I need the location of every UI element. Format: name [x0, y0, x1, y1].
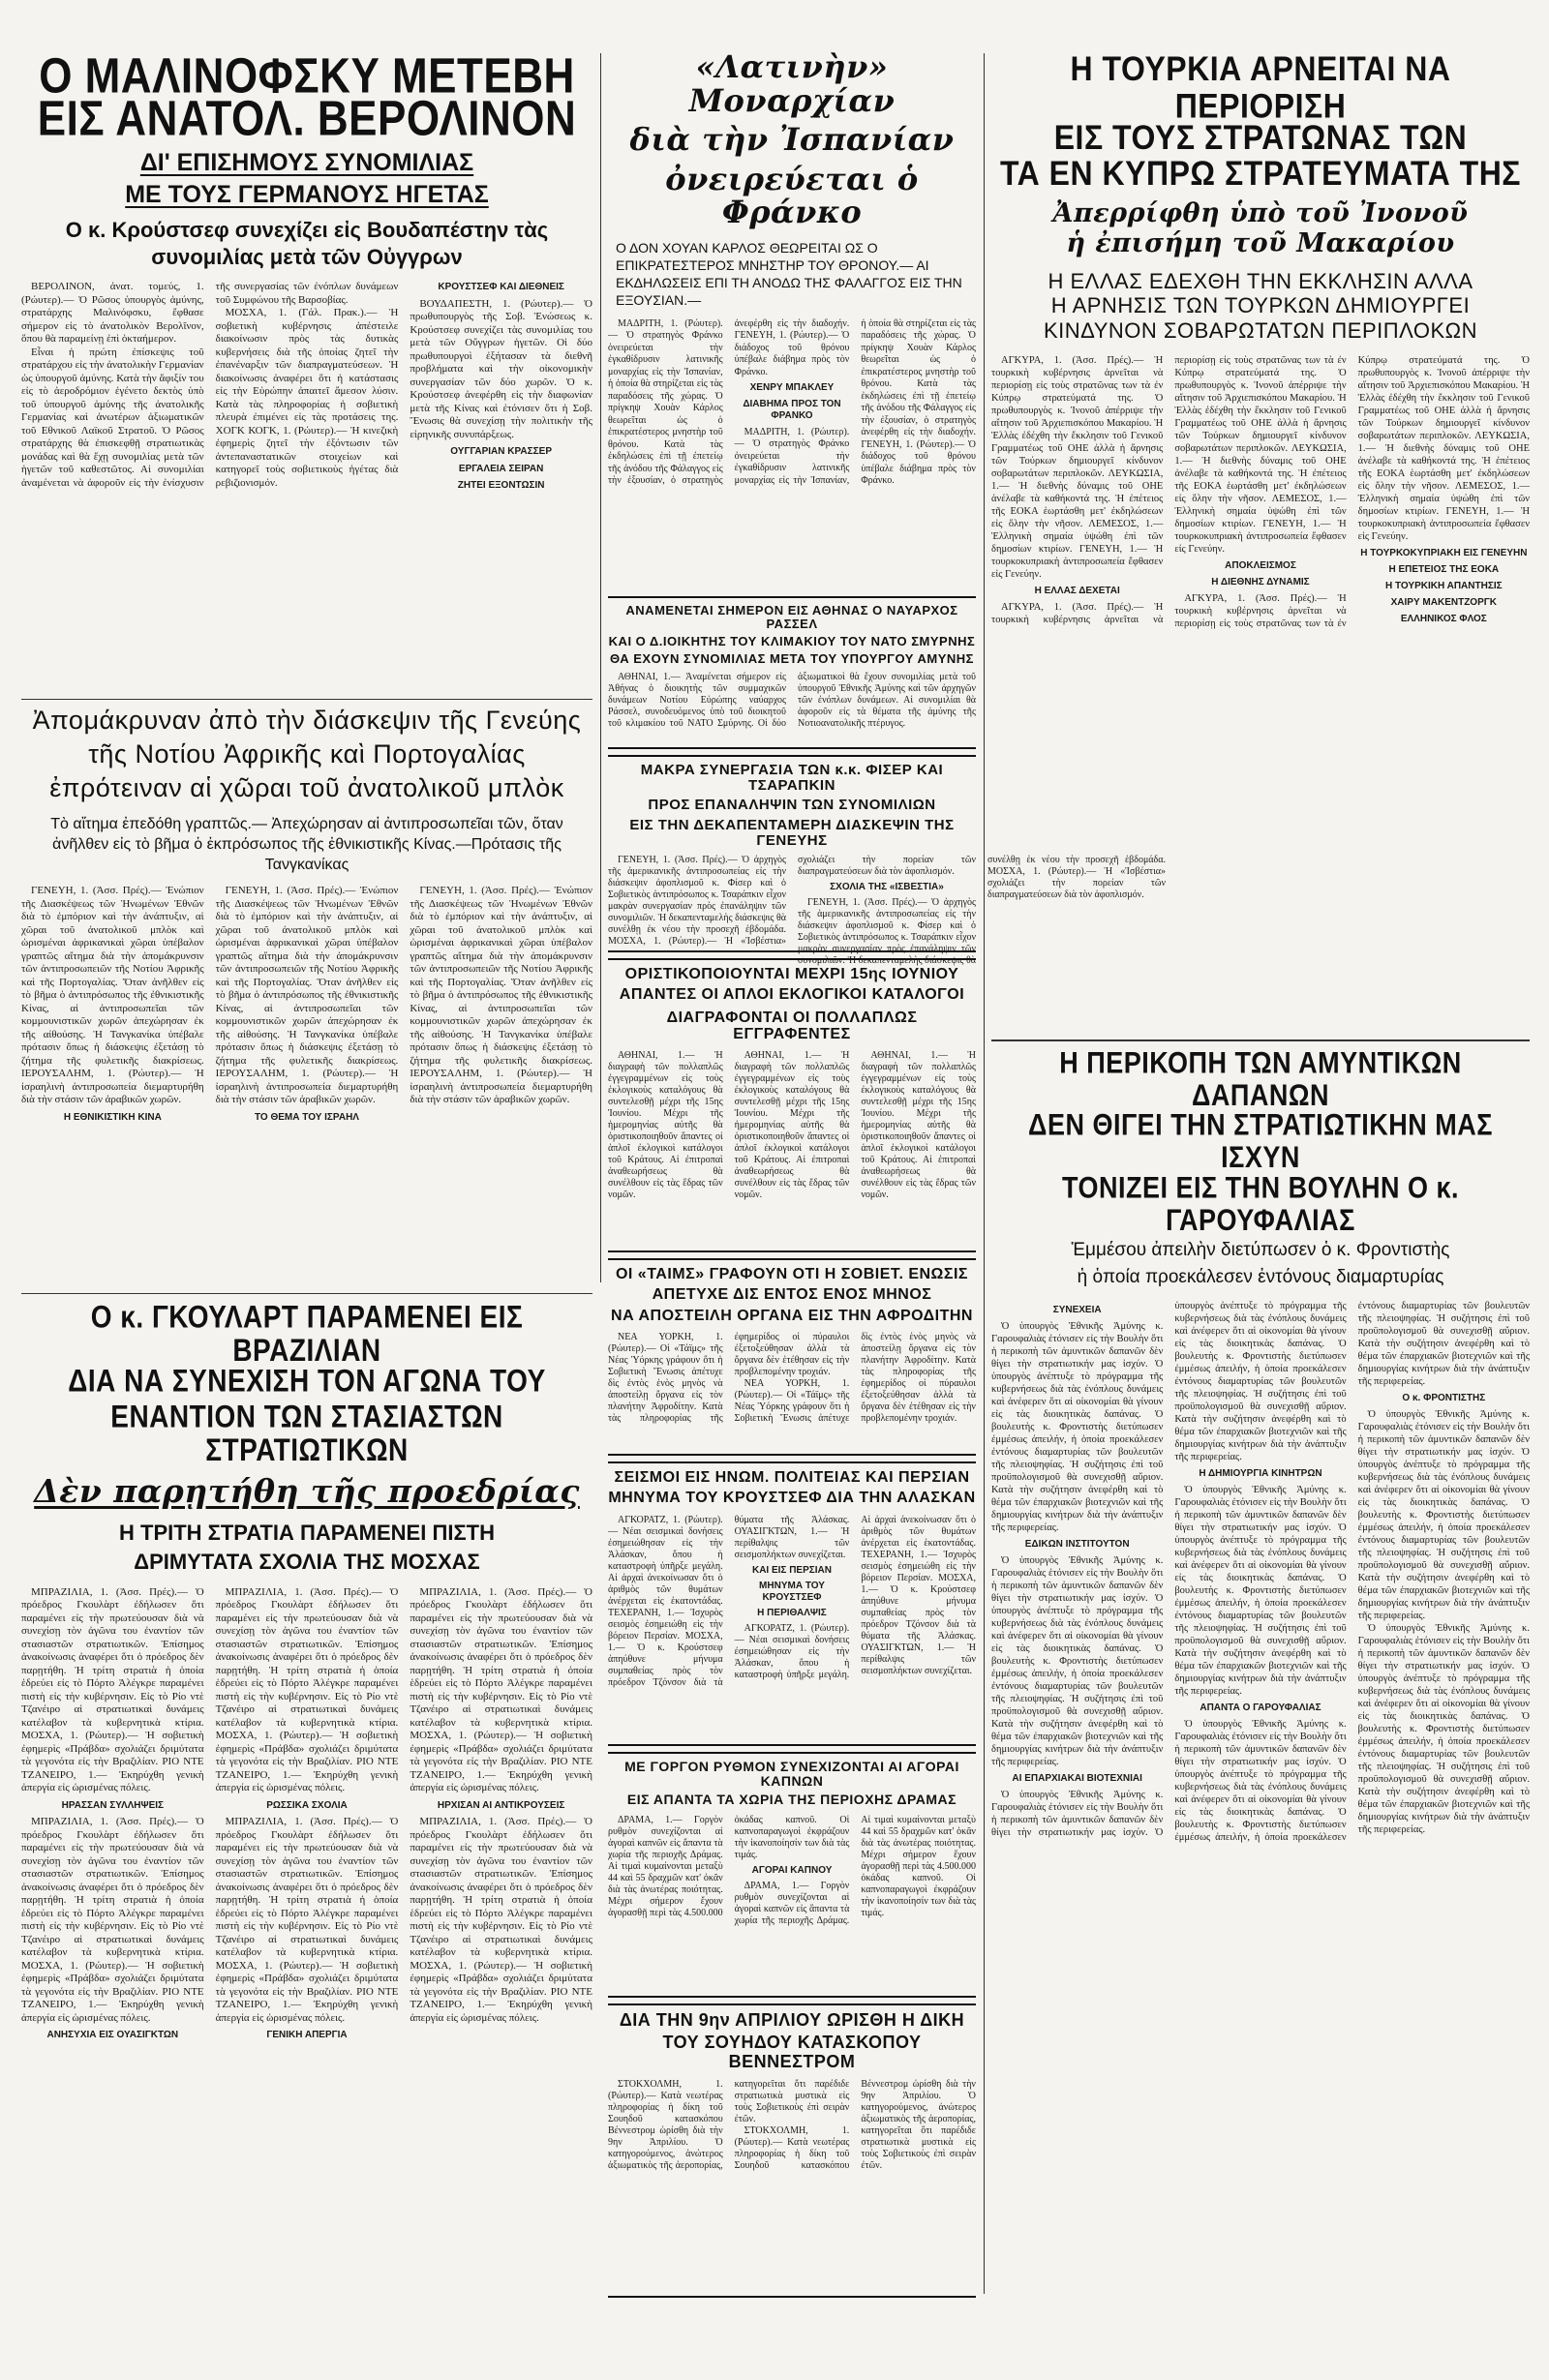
subhead: Η ΤΟΥΡΚΟΚΥΠΡΙΑΚΗ ΕΙΣ ΓΕΝΕΥΗΝ — [1360, 547, 1528, 558]
subhead: Η ΤΟΥΡΚΙΚΗ ΑΠΑΝΤΗΣΙΣ — [1385, 580, 1503, 591]
headline: ΠΡΟΣ ΕΠΑΝΑΛΗΨΙΝ ΤΩΝ ΣΥΝΟΜΙΛΙΩΝ — [648, 797, 936, 814]
subhead: ΣΧΟΛΙΑ ΤΗΣ «ΙΣΒΕΣΤΙΑ» — [830, 881, 944, 892]
headline: ΔΙΑ ΤΗΝ 9ην ΑΠΡΙΛΙΟΥ ΩΡΙΣΘΗ Η ΔΙΚΗ — [619, 2010, 965, 2030]
dateline: ΒΕΡΟΛΙΝΟΝ, ἀνατ. τομεύς, 1. (Ρώυτερ).— Ὁ Ρῶσος ὑπουργὸς ἀμύνης, στρατάρχης Μαλινόφσκυ, ἔφθασε σήμερον εἰς τὸ ἀνατολικὸν Βερολῖνον, ὅπου θὰ παραμείνῃ ἐπὶ ὀκταήμερον. — [21, 281, 204, 345]
paragraph: ΣΤΟΚΧΟΛΜΗ, 1. (Ρώυτερ).— Κατὰ νεωτέρας πληροφορίας ἡ δίκη τοῦ Σουηδοῦ κατασκόπου Βέννεστρομ ὡρίσθη διὰ τὴν 9ην Ἀπριλίου. Ὁ κατηγορούμενος, ἀνώτερος ἀξιωματικὸς τῆς ἀεροπορίας, κατηγορεῖται ὅτι παρέδιδε στρατιωτικὰ μυστικὰ εἰς τοὺς Σοβιετικοὺς ἐπὶ σειρὰν ἐτῶν. — [734, 2079, 976, 2172]
paragraph: ΓΕΝΕΥΗ, 1. (Ἀσσ. Πρές).— Ἐνώπιον τῆς Διασκέψεως τῶν Ἡνωμένων Ἐθνῶν διὰ τὸ ἐμπόριον καὶ τὴν ἀνάπτυξιν, αἱ χῶραι τοῦ ἀνατολικοῦ μπλὸκ καὶ ὡρισμέναι ἀφρικανικαὶ χῶραι ὑπέβαλον γραπτῶς αἴτημα διὰ τὴν ἀπομάκρυνσιν τῶν ἀντιπροσωπειῶν τῆς Νοτίου Ἀφρικῆς καὶ τῆς Πορτογαλίας. Ὅταν ἀνῆλθεν εἰς τὸ βῆμα ὁ ἀντιπρόσωπος τῆς ἐθνικιστικῆς Κίνας, αἱ ἀντιπροσωπεῖαι τῶν κομμουνιστικῶν χωρῶν ἀπεχώρησαν ἐκ τῆς αἰθούσης. Ἡ Τανγκανίκα ὑπέβαλε πρότασιν ὅπως ἡ διάσκεψις ἐξετάσῃ τὸ ζήτημα τῆς φυλετικῆς διακρίσεως. ΙΕΡΟΥΣΑΛΗΜ, 1. (Ρώυτερ).— Ἡ ἰσραηλινὴ ἀντιπροσωπεία διεμαρτυρήθη διὰ τὴν στάσιν τῶν ἀραβικῶν χωρῶν. — [21, 885, 204, 1106]
article-body — [608, 1515, 976, 1728]
paragraph: ΑΓΚΟΡΑΤΖ, 1. (Ρώυτερ).— Νέαι σεισμικαὶ δονήσεις ἐσημειώθησαν εἰς τὴν Ἀλάσκαν, ὅπου ἡ καταστροφὴ ὑπῆρξε μεγάλη. Αἱ ἀρχαὶ ἀνεκοίνωσαν ὅτι ὁ ἀριθμὸς τῶν θυμάτων ἀνέρχεται εἰς ἑκατοντάδας. ΤΕΧΕΡΑΝΗ, 1.— Ἰσχυρὸς σεισμὸς ἐσημειώθη εἰς τὴν βόρειον Περσίαν. ΜΟΣΧΑ, 1.— Ὁ κ. Κρούστσεφ ἀπηύθυνε μήνυμα συμπαθείας πρὸς τὸν πρόεδρον Τζόνσον διὰ τὰ θύματα τῆς Ἀλάσκας. ΟΥΑΣΙΓΚΤΩΝ, 1.— Ἡ περίθαλψις τῶν σεισμοπλήκτων συνεχίζεται. — [734, 1514, 976, 1680]
deck: ἡ ἐπισήμη τοῦ Μακαρίου — [1066, 228, 1455, 259]
headline: Η ΤΟΥΡΚΙΑ ΑΡΝΕΙΤΑΙ ΝΑ ΠΕΡΙΟΡΙΣΗ — [1070, 48, 1451, 125]
subhead: Η ΔΙΕΘΝΗΣ ΔΥΝΑΜΙΣ — [1211, 576, 1310, 587]
deck: ΚΙΝΔΥΝΟΝ ΣΟΒΑΡΩΤΑΤΩΝ ΠΕΡΙΠΛΟΚΩΝ — [1043, 318, 1477, 343]
article-tobacco — [608, 1752, 976, 1998]
paragraph: ΝΕΑ ΥΟΡΚΗ, 1. (Ρώυτερ).— Οἱ «Τάϊμς» τῆς Νέας Ὑόρκης γράφουν ὅτι ἡ Σοβιετικὴ Ἕνωσις ἀπέτυχε δὶς ἐντὸς ἑνὸς μηνὸς νὰ ἀποστείλῃ ὄργανα εἰς τὸν πλανήτην Ἀφροδίτην. Κατὰ τὰς πληροφορίας τῆς ἐφημερίδος οἱ πύραυλοι ἐξετοξεύθησαν ἀλλὰ τὰ ὄργανα δὲν ἐτέθησαν εἰς τὴν προβλεπομένην τροχιάν. — [734, 1331, 976, 1424]
headline: ΕΙΣ ΤΗΝ ΔΕΚΑΠΕΝΤΑΜΕΡΗ ΔΙΑΣΚΕΨΙΝ ΤΗΣ ΓΕΝΕΥΗΣ — [629, 816, 955, 849]
subhead: Ο κ. ΦΡΟΝΤΙΣΤΗΣ — [1402, 1392, 1486, 1403]
article-body — [21, 281, 592, 726]
subhead: Η ΔΗΜΙΟΥΡΓΙΑ ΚΙΝΗΤΡΩΝ — [1199, 1467, 1322, 1479]
deck: Η ΑΡΝΗΣΙΣ ΤΩΝ ΤΟΥΡΚΩΝ ΔΗΜΙΟΥΡΓΕΙ — [1050, 293, 1471, 318]
article-body — [21, 1586, 592, 2380]
deck: ΜΕ ΤΟΥΣ ΓΕΡΜΑΝΟΥΣ ΗΓΕΤΑΣ — [125, 181, 489, 208]
paragraph: Ὁ ὑπουργὸς Ἐθνικῆς Ἀμύνης κ. Γαρουφαλιὰς ἐτόνισεν εἰς τὴν Βουλὴν ὅτι ἡ περικοπὴ τῶν ἀμυντικῶν δαπανῶν δὲν θίγει τὴν στρατιωτικήν μας ἰσχύν. Ὁ ὑπουργὸς ἀνέπτυξε τὸ πρόγραμμα τῆς κυβερνήσεως διὰ τὰς ἐνόπλους δυνάμεις καὶ ἀνέφερεν ὅτι αἱ οἰκονομίαι θὰ γίνουν εἰς τὰς διοικητικὰς δαπάνας. Ὁ βουλευτὴς κ. Φροντιστὴς διετύπωσεν ἐμμέσως ἀπειλήν, ἡ ὁποία προεκάλεσεν ἐντόνους διαμαρτυρίας τῶν βουλευτῶν τῆς πλειοψηφίας. Ἡ συζήτησις ἐπὶ τοῦ προϋπολογισμοῦ θὰ συνεχισθῇ αὔριον. Κατὰ τὴν συζήτησιν ἀνεφέρθη καὶ τὸ θέμα τῶν ἐπαρχιακῶν βιοτεχνιῶν καὶ τῆς δημιουργίας κινήτρων διὰ τὴν ἀνάπτυξιν τῆς περιφερείας. — [991, 1320, 1164, 1533]
paragraph: Ὁ ὑπουργὸς Ἐθνικῆς Ἀμύνης κ. Γαρουφαλιὰς ἐτόνισεν εἰς τὴν Βουλὴν ὅτι ἡ περικοπὴ τῶν ἀμυντικῶν δαπανῶν δὲν θίγει τὴν στρατιωτικήν μας ἰσχύν. Ὁ ὑπουργὸς ἀνέπτυξε τὸ πρόγραμμα τῆς κυβερνήσεως διὰ τὰς ἐνόπλους δυνάμεις καὶ ἀνέφερεν ὅτι αἱ οἰκονομίαι θὰ γίνουν εἰς τὰς διοικητικὰς δαπάνας. Ὁ βουλευτὴς κ. Φροντιστὴς διετύπωσεν ἐμμέσως ἀπειλήν, ἡ ὁποία προεκάλεσεν ἐντόνους διαμαρτυρίας τῶν βουλευτῶν τῆς πλειοψηφίας. Ἡ συζήτησις ἐπὶ τοῦ προϋπολογισμοῦ θὰ συνεχισθῇ αὔριον. Κατὰ τὴν συζήτησιν ἀνεφέρθη καὶ τὸ θέμα τῶν ἐπαρχιακῶν βιοτεχνιῶν καὶ τῆς δημιουργίας κινήτρων διὰ τὴν ἀνάπτυξιν τῆς περιφερείας. — [991, 1554, 1164, 1767]
paragraph: ΓΕΝΕΥΗ, 1. (Ἀσσ. Πρές).— Ἐνώπιον τῆς Διασκέψεως τῶν Ἡνωμένων Ἐθνῶν διὰ τὸ ἐμπόριον καὶ τὴν ἀνάπτυξιν, αἱ χῶραι τοῦ ἀνατολικοῦ μπλὸκ καὶ ὡρισμέναι ἀφρικανικαὶ χῶραι ὑπέβαλον γραπτῶς αἴτημα διὰ τὴν ἀπομάκρυνσιν τῶν ἀντιπροσωπειῶν τῆς Νοτίου Ἀφρικῆς καὶ τῆς Πορτογαλίας. Ὅταν ἀνῆλθεν εἰς τὸ βῆμα ὁ ἀντιπρόσωπος τῆς ἐθνικιστικῆς Κίνας, αἱ ἀντιπροσωπεῖαι τῶν κομμουνιστικῶν χωρῶν ἀπεχώρησαν ἐκ τῆς αἰθούσης. Ἡ Τανγκανίκα ὑπέβαλε πρότασιν ὅπως ἡ διάσκεψις ἐξετάσῃ τὸ ζήτημα τῆς φυλετικῆς διακρίσεως. ΙΕΡΟΥΣΑΛΗΜ, 1. (Ρώυτερ).— Ἡ ἰσραηλινὴ ἀντιπροσωπεία διεμαρτυρήθη διὰ τὴν στάσιν τῶν ἀραβικῶν χωρῶν. — [215, 885, 399, 1106]
headline: ΜΑΚΡΑ ΣΥΝΕΡΓΑΣΙΑ ΤΩΝ κ.κ. ΦΙΣΕΡ ΚΑΙ ΤΣΑΡΑΠΚΙΝ — [640, 762, 944, 795]
headline: ΤΟΥ ΣΟΥΗΔΟΥ ΚΑΤΑΣΚΟΠΟΥ ΒΕΝΝΕΣΤΡΟΜ — [662, 2033, 922, 2071]
paragraph: ΑΓΚΥΡΑ, 1. (Ἀσσ. Πρές).— Ἡ τουρκικὴ κυβέρνησις ἀρνεῖται νὰ περιορίσῃ εἰς τοὺς στρατῶνας των τὰ ἐν Κύπρῳ στρατεύματά της. Ὁ πρωθυπουργὸς κ. Ἰνονοῦ ἀπέρριψε τὴν αἴτησιν τοῦ Ἀρχιεπισκόπου Μακαρίου. Ἡ Ἑλλὰς ἐδέχθη τὴν ἔκκλησιν τοῦ Γενικοῦ Γραμματέως τοῦ ΟΗΕ ἀλλὰ ἡ ἄρνησις τῶν Τούρκων δημιουργεῖ κίνδυνον σοβαρωτάτων περιπλοκῶν. ΛΕΥΚΩΣΙΑ, 1.— Ἡ διεθνὴς δύναμις τοῦ ΟΗΕ ἀνέλαβε τὰ καθήκοντά της. Ἡ ἐπέτειος τῆς ΕΟΚΑ ἑωρτάσθη μετ' ἐκδηλώσεων εἰς ὅλην τὴν νῆσον. ΛΕΜΕΣΟΣ, 1.— Ἑλληνικὴ σημαία ὑψώθη ἐπὶ τῶν δημοσίων κτιρίων. ΓΕΝΕΥΗ, 1.— Ἡ τουρκοκυπριακὴ ἀντιπροσωπεία ἔφθασεν εἰς Γενεύην. — [991, 354, 1347, 625]
paragraph: ΜΠΡΑΖΙΛΙΑ, 1. (Ἀσσ. Πρές).— Ὁ πρόεδρος Γκουλὰρτ ἐδήλωσεν ὅτι παραμένει εἰς τὴν πρωτεύουσαν διὰ νὰ συνεχίσῃ τὸν ἀγῶνα του ἐναντίον τῶν στασιαστῶν στρατιωτικῶν. Ἐπίσημος ἀνακοίνωσις ἀναφέρει ὅτι ὁ πρόεδρος δὲν παρῃτήθη. Ἡ τρίτη στρατιὰ ἡ ὁποία ἑδρεύει εἰς τὸ Πόρτο Ἀλέγκρε παραμένει πιστὴ εἰς τὴν κυβέρνησιν. Εἰς τὸ Ρίο ντὲ Τζανέιρο αἱ στρατιωτικαὶ δυνάμεις κατέλαβον τὰ κυβερνητικὰ κτίρια. ΜΟΣΧΑ, 1. (Ρώυτερ).— Ἡ σοβιετικὴ ἐφημερὶς «Πράβδα» σχολιάζει δριμύτατα τὰ γεγονότα εἰς τὴν Βραζιλίαν. ΡΙΟ ΝΤΕ ΤΖΑΝΕΙΡΟ, 1.— Ἐκηρύχθη γενικὴ ἀπεργία εἰς ὡρισμένας πόλεις. — [215, 1816, 399, 2024]
paragraph: ΜΠΡΑΖΙΛΙΑ, 1. (Ἀσσ. Πρές).— Ὁ πρόεδρος Γκουλὰρτ ἐδήλωσεν ὅτι παραμένει εἰς τὴν πρωτεύουσαν διὰ νὰ συνεχίσῃ τὸν ἀγῶνα του ἐναντίον τῶν στασιαστῶν στρατιωτικῶν. Ἐπίσημος ἀνακοίνωσις ἀναφέρει ὅτι ὁ πρόεδρος δὲν παρῃτήθη. Ἡ τρίτη στρατιὰ ἡ ὁποία ἑδρεύει εἰς τὸ Πόρτο Ἀλέγκρε παραμένει πιστὴ εἰς τὴν κυβέρνησιν. Εἰς τὸ Ρίο ντὲ Τζανέιρο αἱ στρατιωτικαὶ δυνάμεις κατέλαβον τὰ κυβερνητικὰ κτίρια. ΜΟΣΧΑ, 1. (Ρώυτερ).— Ἡ σοβιετικὴ ἐφημερὶς «Πράβδα» σχολιάζει δριμύτατα τὰ γεγονότα εἰς τὴν Βραζιλίαν. ΡΙΟ ΝΤΕ ΤΖΑΝΕΙΡΟ, 1.— Ἐκηρύχθη γενικὴ ἀπεργία εἰς ὡρισμένας πόλεις. — [21, 1816, 204, 2024]
deck: Τὸ αἴτημα ἐπεδόθη γραπτῶς.— Ἀπεχώρησαν αἱ ἀντιπροσωπεῖαι τῶν, ὅταν ἀνῆλθεν εἰς τὸ βῆμα ὁ ἐκπρόσωπος τῆς ἐθνικιστικῆς Κίνας.—Πρότασις τῆς Τανγκανίκας — [50, 816, 563, 874]
paragraph: ΜΟΣΧΑ, 1. (Γάλ. Πρακ.).— Ἡ σοβιετικὴ κυβέρνησις ἀπέστειλε διακοίνωσιν πρὸς τὰς δυτικὰς κυβερνήσεις διὰ τῆς ὁποίας ζητεῖ τὴν ἐπανέναρξιν τῶν διαπραγματεύσεων. Ἡ διακοίνωσις ἀναφέρει ὅτι ἡ κατάστασις εἰς τὴν Εὐρώπην ἀπαιτεῖ ἄμεσον λύσιν. Κατὰ τὰς πληροφορίας ἡ σοβιετικὴ πλευρὰ ἐπιμένει εἰς τὰς προτάσεις της. ΧΟΓΚ ΚΟΓΚ, 1. (Ρώυτερ).— Ἡ κινεζικὴ ἐφημερὶς ζητεῖ τὴν ἐξόντωσιν τῶν ἀντεπαναστατικῶν στοιχείων καὶ κατηγορεῖ τοὺς σοβιετικοὺς ἡγέτας διὰ ρεβιζιονισμόν. — [215, 307, 399, 489]
headline: ΕΙΣ ΑΝΑΤΟΛ. ΒΕΡΟΛΙΝΟΝ — [37, 91, 577, 147]
article-navarch — [608, 596, 976, 749]
paragraph: ΓΕΝΕΥΗ, 1. (Ἀσσ. Πρές).— Ὁ ἀρχηγὸς τῆς ἀμερικανικῆς ἀντιπροσωπείας εἰς τὴν διάσκεψιν ἀφοπλισμοῦ κ. Φίσερ καὶ ὁ Σοβιετικὸς ἀντιπρόσωπος κ. Τσαράπκιν εἶχον μακρὰν συνεργασίαν πρὸς ἐπανάληψιν τῶν συνομιλιῶν. Ἡ δεκαπενταμελὴς διάσκεψις θὰ συνέλθῃ ἐκ νέου τὴν προσεχῆ ἑβδομάδα. ΜΟΣΧΑ, 1. (Ρώυτερ).— Ἡ «Ἰσβέστια» σχολιάζει τὴν πορείαν τῶν διαπραγματεύσεων διὰ τὸν ἀφοπλισμόν. — [798, 854, 1166, 966]
deck: Ο ΔΟΝ ΧΟΥΑΝ ΚΑΡΛΟΣ ΘΕΩΡΕΙΤΑΙ ΩΣ Ο ΕΠΙΚΡΑΤΕΣΤΕΡΟΣ ΜΝΗΣΤΗΡ ΤΟΥ ΘΡΟΝΟΥ.— ΑΙ ΕΚΔΗΛΩΣΕΙΣ ΕΠΙ ΤΗ ΑΝΟΔΩ ΤΗΣ ΦΑΛΑΓΓΟΣ ΕΙΣ ΤΗΝ ΕΞΟΥΣΙΑΝ.— — [616, 239, 962, 308]
paragraph: ΒΟΥΔΑΠΕΣΤΗ, 1. (Ρώυτερ).— Ὁ πρωθυπουργὸς τῆς Σοβ. Ἑνώσεως κ. Κρούστσεφ συνεχίζει τὰς συνομιλίας του μετὰ τῶν Οὔγγρων ἡγετῶν. Οἱ δύο πρωθυπουργοὶ ἐξήτασαν τὰ διεθνῆ προβλήματα καὶ τὴν οἰκονομικὴν συνεργασίαν τῶν δύο χωρῶν. Ὁ κ. Κρούστσεφ ἀνεφέρθη εἰς τὴν διαφωνίαν μετὰ τῆς Κίνας καὶ ἐτόνισεν ὅτι ἡ Σοβ. Ἕνωσις θὰ συνεχίσῃ τὴν πολιτικὴν τῆς εἰρηνικῆς συνυπάρξεως. — [410, 297, 592, 440]
paragraph: ΝΕΑ ΥΟΡΚΗ, 1. (Ρώυτερ).— Οἱ «Τάϊμς» τῆς Νέας Ὑόρκης γράφουν ὅτι ἡ Σοβιετικὴ Ἕνωσις ἀπέτυχε δὶς ἐντὸς ἑνὸς μηνὸς νὰ ἀποστείλῃ ὄργανα εἰς τὸν πλανήτην Ἀφροδίτην. Κατὰ τὰς πληροφορίας τῆς ἐφημερίδος οἱ πύραυλοι ἐξετοξεύθησαν ἀλλὰ τὰ ὄργανα δὲν ἐτέθησαν εἰς τὴν προβλεπομένην τροχιάν. — [608, 1331, 850, 1424]
headline: «Λατινὴν» Μοναρχίαν — [688, 48, 896, 119]
headline: ὀνειρεύεται ὁ Φράνκο — [665, 160, 919, 231]
byline: ΧΑΙΡΥ ΜΑΚΕΝΤΖΟΡΓΚ — [1390, 596, 1497, 608]
paragraph: ΣΤΟΚΧΟΛΜΗ, 1. (Ρώυτερ).— Κατὰ νεωτέρας πληροφορίας ἡ δίκη τοῦ Σουηδοῦ κατασκόπου Βέννεστρομ ὡρίσθη διὰ τὴν 9ην Ἀπριλίου. Ὁ κατηγορούμενος, ἀνώτερος ἀξιωματικὸς τῆς ἀεροπορίας, κατηγορεῖται ὅτι παρέδιδε στρατιωτικὰ μυστικὰ εἰς τοὺς Σοβιετικοὺς ἐπὶ σειρὰν ἐτῶν. — [608, 2079, 850, 2172]
paragraph: Ὁ ὑπουργὸς Ἐθνικῆς Ἀμύνης κ. Γαρουφαλιὰς ἐτόνισεν εἰς τὴν Βουλὴν ὅτι ἡ περικοπὴ τῶν ἀμυντικῶν δαπανῶν δὲν θίγει τὴν στρατιωτικήν μας ἰσχύν. Ὁ ὑπουργὸς ἀνέπτυξε τὸ πρόγραμμα τῆς κυβερνήσεως διὰ τὰς ἐνόπλους δυνάμεις καὶ ἀνέφερεν ὅτι αἱ οἰκονομίαι θὰ γίνουν εἰς τὰς διοικητικὰς δαπάνας. Ὁ βουλευτὴς κ. Φροντιστὴς διετύπωσεν ἐμμέσως ἀπειλήν, ἡ ὁποία προεκάλεσεν ἐντόνους διαμαρτυρίας τῶν βουλευτῶν τῆς πλειοψηφίας. Ἡ συζήτησις ἐπὶ τοῦ προϋπολογισμοῦ θὰ συνεχισθῇ αὔριον. Κατὰ τὴν συζήτησιν ἀνεφέρθη καὶ τὸ θέμα τῶν ἐπαρχιακῶν βιοτεχνιῶν καὶ τῆς δημιουργίας κινήτρων διὰ τὴν ἀνάπτυξιν τῆς περιφερείας. — [1357, 1622, 1530, 1835]
paragraph: ΜΠΡΑΖΙΛΙΑ, 1. (Ἀσσ. Πρές).— Ὁ πρόεδρος Γκουλὰρτ ἐδήλωσεν ὅτι παραμένει εἰς τὴν πρωτεύουσαν διὰ νὰ συνεχίσῃ τὸν ἀγῶνα του ἐναντίον τῶν στασιαστῶν στρατιωτικῶν. Ἐπίσημος ἀνακοίνωσις ἀναφέρει ὅτι ὁ πρόεδρος δὲν παρῃτήθη. Ἡ τρίτη στρατιὰ ἡ ὁποία ἑδρεύει εἰς τὸ Πόρτο Ἀλέγκρε παραμένει πιστὴ εἰς τὴν κυβέρνησιν. Εἰς τὸ Ρίο ντὲ Τζανέιρο αἱ στρατιωτικαὶ δυνάμεις κατέλαβον τὰ κυβερνητικὰ κτίρια. ΜΟΣΧΑ, 1. (Ρώυτερ).— Ἡ σοβιετικὴ ἐφημερὶς «Πράβδα» σχολιάζει δριμύτατα τὰ γεγονότα εἰς τὴν Βραζιλίαν. ΡΙΟ ΝΤΕ ΤΖΑΝΕΙΡΟ, 1.— Ἐκηρύχθη γενικὴ ἀπεργία εἰς ὡρισμένας πόλεις. — [410, 1585, 592, 1794]
article-body — [608, 672, 976, 749]
headline: ΚΑΙ Ο Δ.ΙΟΙΚΗΤΗΣ ΤΟΥ ΚΛΙΜΑΚΙΟΥ ΤΟΥ ΝΑΤΟ ΣΜΥΡΝΗΣ — [608, 634, 976, 649]
article-body — [991, 354, 1530, 993]
subhead: ΕΛΛΗΝΙΚΟΣ ΦΛΟΣ — [1400, 613, 1487, 624]
column-rule — [991, 1039, 1530, 1041]
deck: Ο κ. Κρούστσεφ συνεχίζει εἰς Βουδαπέστην τὰς συνομιλίας μετὰ τῶν Οὐγγρων — [65, 218, 549, 269]
paragraph: Ὁ ὑπουργὸς Ἐθνικῆς Ἀμύνης κ. Γαρουφαλιὰς ἐτόνισεν εἰς τὴν Βουλὴν ὅτι ἡ περικοπὴ τῶν ἀμυντικῶν δαπανῶν δὲν θίγει τὴν στρατιωτικήν μας ἰσχύν. Ὁ ὑπουργὸς ἀνέπτυξε τὸ πρόγραμμα τῆς κυβερνήσεως διὰ τὰς ἐνόπλους δυνάμεις καὶ ἀνέφερεν ὅτι αἱ οἰκονομίαι θὰ γίνουν εἰς τὰς διοικητικὰς δαπάνας. Ὁ βουλευτὴς κ. Φροντιστὴς διετύπωσεν ἐμμέσως ἀπειλήν, ἡ ὁποία προεκάλεσεν ἐντόνους διαμαρτυρίας τῶν βουλευτῶν τῆς πλειοψηφίας. Ἡ συζήτησις ἐπὶ τοῦ προϋπολογισμοῦ θὰ συνεχισθῇ αὔριον. Κατὰ τὴν συζήτησιν ἀνεφέρθη καὶ τὸ θέμα τῶν ἐπαρχιακῶν βιοτεχνιῶν καὶ τῆς δημιουργίας κινήτρων διὰ τὴν ἀνάπτυξιν τῆς περιφερείας. — [1357, 1408, 1530, 1621]
article-geneva — [21, 707, 592, 1287]
headline: ἐπρότειναν αἱ χῶραι τοῦ ἀνατολικοῦ μπλὸκ — [49, 773, 564, 803]
subhead: ΗΡΧΙΣΑΝ ΑΙ ΑΝΤΙΚΡΟΥΣΕΙΣ — [437, 1799, 565, 1811]
headline: Ο κ. ΓΚΟΥΛΑΡΤ ΠΑΡΑΜΕΝΕΙ ΕΙΣ ΒΡΑΖΙΛΙΑΝ — [90, 1299, 524, 1369]
subhead: ΟΥΓΓΑΡΙΑΝ ΚΡΑΣΣΕΡ — [450, 446, 552, 457]
paragraph: Ὁ ὑπουργὸς Ἐθνικῆς Ἀμύνης κ. Γαρουφαλιὰς ἐτόνισεν εἰς τὴν Βουλὴν ὅτι ἡ περικοπὴ τῶν ἀμυντικῶν δαπανῶν δὲν θίγει τὴν στρατιωτικήν μας ἰσχύν. Ὁ ὑπουργὸς ἀνέπτυξε τὸ πρόγραμμα τῆς κυβερνήσεως διὰ τὰς ἐνόπλους δυνάμεις καὶ ἀνέφερεν ὅτι αἱ οἰκονομίαι θὰ γίνουν εἰς τὰς διοικητικὰς δαπάνας. Ὁ βουλευτὴς κ. Φροντιστὴς διετύπωσεν ἐμμέσως ἀπειλήν, ἡ ὁποία προεκάλεσεν ἐντόνους διαμαρτυρίας τῶν βουλευτῶν τῆς πλειοψηφίας. Ἡ συζήτησις ἐπὶ τοῦ προϋπολογισμοῦ θὰ συνεχισθῇ αὔριον. Κατὰ τὴν συζήτησιν ἀνεφέρθη καὶ τὸ θέμα τῶν ἐπαρχιακῶν βιοτεχνιῶν καὶ τῆς δημιουργίας κινήτρων διὰ τὴν ἀνάπτυξιν τῆς περιφερείας. — [991, 1300, 1347, 1838]
headline: ΔΙΑΓΡΑΦΟΝΤΑΙ ΟΙ ΠΟΛΛΑΠΛΩΣ ΕΓΓΡΑΦΕΝΤΕΣ — [666, 1009, 918, 1042]
article-body — [991, 1300, 1530, 2365]
subhead: ΑΝΗΣΥΧΙΑ ΕΙΣ ΟΥΑΣΙΓΚΤΩΝ — [46, 2030, 179, 2041]
subhead: ΑΓΟΡΑΙ ΚΑΠΝΟΥ — [751, 1865, 833, 1877]
headline: ΟΙ «ΤΑΙΜΣ» ΓΡΑΦΟΥΝ ΟΤΙ Η ΣΟΒΙΕΤ. ΕΝΩΣΙΣ — [615, 1266, 969, 1282]
article-body — [608, 1332, 976, 1438]
headline: Η ΠΕΡΙΚΟΠΗ ΤΩΝ ΑΜΥΝΤΙΚΩΝ ΔΑΠΑΝΩΝ — [1059, 1045, 1462, 1112]
paragraph: Εἶναι ἡ πρώτη ἐπίσκεψις τοῦ στρατάρχου εἰς τὴν ἀνατολικὴν Γερμανίαν ὡς ὑπουργοῦ ἀμύνης. Κατὰ τὴν ἄφιξίν του εἰς τὸ ἀεροδρόμιον ἐγένετο δεκτὸς ὑπὸ τοῦ ὑπουργοῦ ἀμύνης τῆς ἀνατολικῆς Γερμανίας καὶ ἀνωτέρων ἀξιωματικῶν τοῦ Εθνικοῦ Λαϊκοῦ Στρατοῦ. Ὁ Ρῶσος στρατάρχης θὰ ἐπισκεφθῇ στρατιωτικὰς μονάδας καὶ θὰ ἔχῃ συνομιλίας μετὰ τῶν ἡγετῶν τοῦ καθεστῶτος. Αἱ συνομιλίαι ἀναμένεται νὰ ἀφοροῦν εἰς τὴν ἐνίσχυσιν τῆς συνεργασίας τῶν ἐνόπλων δυνάμεων τοῦ Συμφώνου τῆς Βαρσοβίας. — [21, 281, 399, 489]
headline: διὰ τὴν Ἰσπανίαν — [629, 121, 955, 159]
article-aphrodite — [608, 1258, 976, 1456]
paragraph: Ὁ ὑπουργὸς Ἐθνικῆς Ἀμύνης κ. Γαρουφαλιὰς ἐτόνισεν εἰς τὴν Βουλὴν ὅτι ἡ περικοπὴ τῶν ἀμυντικῶν δαπανῶν δὲν θίγει τὴν στρατιωτικήν μας ἰσχύν. Ὁ ὑπουργὸς ἀνέπτυξε τὸ πρόγραμμα τῆς κυβερνήσεως διὰ τὰς ἐνόπλους δυνάμεις καὶ ἀνέφερεν ὅτι αἱ οἰκονομίαι θὰ γίνουν εἰς τὰς διοικητικὰς δαπάνας. Ὁ βουλευτὴς κ. Φροντιστὴς διετύπωσεν ἐμμέσως ἀπειλήν, ἡ ὁποία προεκάλεσεν ἐντόνους διαμαρτυρίας τῶν βουλευτῶν τῆς πλειοψηφίας. Ἡ συζήτησις ἐπὶ τοῦ προϋπολογισμοῦ θὰ συνεχισθῇ αὔριον. Κατὰ τὴν συζήτησιν ἀνεφέρθη καὶ τὸ θέμα τῶν ἐπαρχιακῶν βιοτεχνιῶν καὶ τῆς δημιουργίας κινήτρων διὰ τὴν ἀνάπτυξιν τῆς περιφερείας. — [1174, 1300, 1530, 1843]
headline: ΔΙΑ ΝΑ ΣΥΝΕΧΙΣΗ ΤΟΝ ΑΓΩΝΑ ΤΟΥ — [68, 1364, 546, 1399]
article-malinofsky — [21, 50, 592, 695]
subhead: ΡΩΣΣΙΚΑ ΣΧΟΛΙΑ — [266, 1799, 348, 1811]
headline: ΑΠΕΤΥΧΕ ΔΙΣ ΕΝΤΟΣ ΕΝΟΣ ΜΗΝΟΣ — [652, 1286, 932, 1304]
headline: ΑΠΑΝΤΕΣ ΟΙ ΑΠΛΟΙ ΕΚΛΟΓΙΚΟΙ ΚΑΤΑΛΟΓΟΙ — [619, 986, 965, 1004]
paragraph: ΔΡΑΜΑ, 1.— Γοργὸν ρυθμὸν συνεχίζονται αἱ ἀγοραὶ καπνῶν εἰς ἅπαντα τὰ χωρία τῆς περιοχῆς Δράμας. Αἱ τιμαὶ κυμαίνονται μεταξὺ 44 καὶ 55 δραχμῶν κατ' ὀκᾶν διὰ τὰς ἀνωτέρας ποιότητας. Μέχρι σήμερον ἔχουν ἀγορασθῇ περὶ τὰς 4.500.000 ὀκάδας καπνοῦ. Οἱ καπνοπαραγωγοὶ ἐκφράζουν τὴν ἱκανοποίησίν των διὰ τὰς τιμάς. — [734, 1815, 976, 1927]
headline: ΑΝΑΜΕΝΕΤΑΙ ΣΗΜΕΡΟΝ ΕΙΣ ΑΘΗΝΑΣ Ο ΝΑΥΑΡΧΟΣ ΡΑΣΣΕΛ — [625, 603, 958, 632]
subhead: ΔΙΑΒΗΜΑ ΠΡΟΣ ΤΟΝ ΦΡΑΝΚΟ — [743, 398, 841, 422]
article-fisher — [608, 755, 1166, 966]
subhead: ΚΑΙ ΕΙΣ ΠΕΡΣΙΑΝ — [751, 1564, 832, 1576]
headline: ΤΟΝΙΖΕΙ ΕΙΣ ΤΗΝ ΒΟΥΛΗΝ Ο κ. ΓΑΡΟΥΦΑΛΙΑΣ — [1061, 1170, 1460, 1237]
article-body — [608, 1815, 976, 1999]
article-quakes — [608, 1461, 976, 1746]
paragraph: ΜΠΡΑΖΙΛΙΑ, 1. (Ἀσσ. Πρές).— Ὁ πρόεδρος Γκουλὰρτ ἐδήλωσεν ὅτι παραμένει εἰς τὴν πρωτεύουσαν διὰ νὰ συνεχίσῃ τὸν ἀγῶνα του ἐναντίον τῶν στασιαστῶν στρατιωτικῶν. Ἐπίσημος ἀνακοίνωσις ἀναφέρει ὅτι ὁ πρόεδρος δὲν παρῃτήθη. Ἡ τρίτη στρατιὰ ἡ ὁποία ἑδρεύει εἰς τὸ Πόρτο Ἀλέγκρε παραμένει πιστὴ εἰς τὴν κυβέρνησιν. Εἰς τὸ Ρίο ντὲ Τζανέιρο αἱ στρατιωτικαὶ δυνάμεις κατέλαβον τὰ κυβερνητικὰ κτίρια. ΜΟΣΧΑ, 1. (Ρώυτερ).— Ἡ σοβιετικὴ ἐφημερὶς «Πράβδα» σχολιάζει δριμύτατα τὰ γεγονότα εἰς τὴν Βραζιλίαν. ΡΙΟ ΝΤΕ ΤΖΑΝΕΙΡΟ, 1.— Ἐκηρύχθη γενικὴ ἀπεργία εἰς ὡρισμένας πόλεις. — [21, 1585, 204, 1794]
subhead: ΣΥΝΕΧΕΙΑ — [1052, 1304, 1102, 1315]
article-body — [21, 885, 592, 1291]
paragraph: ΑΘΗΝΑΙ, 1.— Ἀναμένεται σήμερον εἰς Ἀθήνας ὁ διοικητὴς τῶν συμμαχικῶν δυνάμεων Νοτίου Εὐρώπης ναύαρχος Ράσσελ, συνοδευόμενος ὑπὸ τοῦ διοικητοῦ τοῦ κλιμακίου τοῦ ΝΑΤΟ Σμύρνης. Οἱ δύο ἀξιωματικοὶ θὰ ἔχουν συνομιλίας μετὰ τοῦ ὑπουργοῦ Ἐθνικῆς Ἀμύνης καὶ τῶν ἀρχηγῶν τῶν ἐνόπλων δυνάμεων. Αἱ συνομιλίαι θὰ ἀφοροῦν εἰς τὰ θέματα τῆς ἀμύνης τῆς Νοτιοανατολικῆς πτέρυγος. — [608, 672, 976, 730]
subhead: ΕΡΓΑΛΕΙΑ ΣΕΙΡΑΝ — [458, 463, 544, 474]
deck: Δὲν παρῃτήθη τῆς προεδρίας — [34, 1472, 580, 1511]
deck: Η ΤΡΙΤΗ ΣΤΡΑΤΙΑ ΠΑΡΑΜΕΝΕΙ ΠΙΣΤΗ — [119, 1520, 495, 1545]
subhead: ΑΠΟΚΛΕΙΣΜΟΣ — [1225, 559, 1296, 571]
subhead: ΓΕΝΙΚΗ ΑΠΕΡΓΙΑ — [266, 2030, 348, 2041]
article-turkey-cyprus — [991, 50, 1530, 1038]
headline: ΕΙΣ ΤΟΥΣ ΣΤΡΑΤΩΝΑΣ ΤΩΝ — [1053, 117, 1468, 157]
article-body — [608, 854, 1166, 969]
article-goulart — [21, 1301, 592, 2298]
paragraph: ΑΘΗΝΑΙ, 1.— Ἡ διαγραφὴ τῶν πολλαπλῶς ἐγγεγραμμένων εἰς τοὺς ἐκλογικοὺς καταλόγους θὰ συντελεσθῇ μέχρι τῆς 15ης Ἰουνίου. Μέχρι τῆς ἡμερομηνίας αὐτῆς θὰ ὁριστικοποιηθοῦν ἅπαντες οἱ ἁπλοῖ ἐκλογικοὶ κατάλογοι τοῦ Κράτους. Αἱ ἐπιτροπαὶ ἀναθεωρήσεως θὰ συνέλθουν εἰς τὰς ἕδρας τῶν νομῶν. — [861, 1050, 976, 1201]
paragraph: ΑΘΗΝΑΙ, 1.— Ἡ διαγραφὴ τῶν πολλαπλῶς ἐγγεγραμμένων εἰς τοὺς ἐκλογικοὺς καταλόγους θὰ συντελεσθῇ μέχρι τῆς 15ης Ἰουνίου. Μέχρι τῆς ἡμερομηνίας αὐτῆς θὰ ὁριστικοποιηθοῦν ἅπαντες οἱ ἁπλοῖ ἐκλογικοὶ κατάλογοι τοῦ Κράτους. Αἱ ἐπιτροπαὶ ἀναθεωρήσεως θὰ συνέλθουν εἰς τὰς ἕδρας τῶν νομῶν. — [608, 1050, 723, 1201]
column-rule — [21, 699, 592, 700]
column-rule — [600, 53, 601, 1282]
paragraph: ΜΑΔΡΙΤΗ, 1. (Ρώυτερ).— Ὁ στρατηγὸς Φράνκο ὀνειρεύεται τὴν ἐγκαθίδρυσιν λατινικῆς μοναρχίας εἰς τὴν Ἰσπανίαν, ἡ ὁποία θὰ στηρίζεται εἰς τὰς παραδόσεις τῆς χώρας. Ὁ πρίγκηψ Χουὰν Κάρλος θεωρεῖται ὡς ὁ ἐπικρατέστερος μνηστὴρ τοῦ θρόνου. Κατὰ τὰς ἐκδηλώσεις ἐπὶ τῇ ἐπετείῳ τῆς ἀνόδου τῆς Φάλαγγος εἰς τὴν ἐξουσίαν, ὁ στρατηγὸς ἀνεφέρθη εἰς τὴν διαδοχήν. ΓΕΝΕΥΗ, 1. (Ρώυτερ).— Ὁ διάδοχος τοῦ θρόνου ὑπέβαλε διάβημα πρὸς τὸν Φράνκο. — [734, 317, 976, 487]
paragraph: ΓΕΝΕΥΗ, 1. (Ἀσσ. Πρές).— Ὁ ἀρχηγὸς τῆς ἀμερικανικῆς ἀντιπροσωπείας εἰς τὴν διάσκεψιν ἀφοπλισμοῦ κ. Φίσερ καὶ ὁ Σοβιετικὸς ἀντιπρόσωπος κ. Τσαράπκιν εἶχον μακρὰν συνεργασίαν πρὸς ἐπανάληψιν τῶν συνομιλιῶν. Ἡ δεκαπενταμελὴς διάσκεψις θὰ συνέλθῃ ἐκ νέου τὴν προσεχῆ ἑβδομάδα. ΜΟΣΧΑ, 1. (Ρώυτερ).— Ἡ «Ἰσβέστια» σχολιάζει τὴν πορείαν τῶν διαπραγματεύσεων διὰ τὸν ἀφοπλισμόν. — [608, 854, 976, 947]
subhead: Η ΕΛΛΑΣ ΔΕΧΕΤΑΙ — [1034, 585, 1120, 596]
headline: τῆς Νοτίου Ἀφρικῆς καὶ Πορτογαλίας — [88, 739, 526, 769]
headline: ΕΝΑΝΤΙΟΝ ΤΩΝ ΣΤΑΣΙΑΣΤΩΝ ΣΤΡΑΤΙΩΤΙΚΩΝ — [110, 1399, 503, 1467]
headline: ΔΕΝ ΘΙΓΕΙ ΤΗΝ ΣΤΡΑΤΙΩΤΙΚΗΝ ΜΑΣ ΙΣΧΥΝ — [1028, 1108, 1493, 1175]
headline: ΜΕ ΓΟΡΓΟΝ ΡΥΘΜΟΝ ΣΥΝΕΧΙΖΟΝΤΑΙ ΑΙ ΑΓΟΡΑΙ ΚΑΠΝΩΝ — [624, 1759, 959, 1790]
headline: Ο ΜΑΛΙΝΟΦΣΚΥ ΜΕΤΕΒΗ — [39, 48, 575, 105]
subhead: ΕΔΙΚΩΝ ΙΝΣΤΙΤΟΥΤΟΝ — [1024, 1538, 1130, 1550]
paragraph: ΜΠΡΑΖΙΛΙΑ, 1. (Ἀσσ. Πρές).— Ὁ πρόεδρος Γκουλὰρτ ἐδήλωσεν ὅτι παραμένει εἰς τὴν πρωτεύουσαν διὰ νὰ συνεχίσῃ τὸν ἀγῶνα του ἐναντίον τῶν στασιαστῶν στρατιωτικῶν. Ἐπίσημος ἀνακοίνωσις ἀναφέρει ὅτι ὁ πρόεδρος δὲν παρῃτήθη. Ἡ τρίτη στρατιὰ ἡ ὁποία ἑδρεύει εἰς τὸ Πόρτο Ἀλέγκρε παραμένει πιστὴ εἰς τὴν κυβέρνησιν. Εἰς τὸ Ρίο ντὲ Τζανέιρο αἱ στρατιωτικαὶ δυνάμεις κατέλαβον τὰ κυβερνητικὰ κτίρια. ΜΟΣΧΑ, 1. (Ρώυτερ).— Ἡ σοβιετικὴ ἐφημερὶς «Πράβδα» σχολιάζει δριμύτατα τὰ γεγονότα εἰς τὴν Βραζιλίαν. ΡΙΟ ΝΤΕ ΤΖΑΝΕΙΡΟ, 1.— Ἐκηρύχθη γενικὴ ἀπεργία εἰς ὡρισμένας πόλεις. — [410, 1816, 592, 2024]
subhead: ΖΗΤΕΙ ΕΞΟΝΤΩΣΙΝ — [457, 480, 545, 491]
paragraph: ΔΡΑΜΑ, 1.— Γοργὸν ρυθμὸν συνεχίζονται αἱ ἀγοραὶ καπνῶν εἰς ἅπαντα τὰ χωρία τῆς περιοχῆς Δράμας. Αἱ τιμαὶ κυμαίνονται μεταξὺ 44 καὶ 55 δραχμῶν κατ' ὀκᾶν διὰ τὰς ἀνωτέρας ποιότητας. Μέχρι σήμερον ἔχουν ἀγορασθῇ περὶ τὰς 4.500.000 ὀκάδας καπνοῦ. Οἱ καπνοπαραγωγοὶ ἐκφράζουν τὴν ἱκανοποίησίν των διὰ τὰς τιμάς. — [608, 1815, 850, 1919]
headline: ΜΗΝΥΜΑ ΤΟΥ ΚΡΟΥΣΤΣΕΦ ΔΙΑ ΤΗΝ ΑΛΑΣΚΑΝ — [608, 1490, 976, 1507]
column-rule — [984, 53, 985, 2294]
subhead: ΜΗΝΥΜΑ ΤΟΥ ΚΡΟΥΣΤΣΕΦ — [759, 1580, 825, 1603]
headline: ΝΑ ΑΠΟΣΤΕΙΛΗ ΟΡΓΑΝΑ ΕΙΣ ΤΗΝ ΑΦΡΟΔΙΤΗΝ — [611, 1307, 973, 1324]
article-body — [608, 2079, 976, 2302]
article-defense-cuts — [991, 1047, 1530, 2298]
deck: Ἐμμέσου ἀπειλὴν διετύπωσεν ὁ κ. Φροντιστὴς — [1071, 1239, 1450, 1260]
deck: ΔΙ' ΕΠΙΣΗΜΟΥΣ ΣΥΝΟΜΙΛΙΑΣ — [139, 149, 474, 176]
paragraph: ΜΑΔΡΙΤΗ, 1. (Ρώυτερ).— Ὁ στρατηγὸς Φράνκο ὀνειρεύεται τὴν ἐγκαθίδρυσιν λατινικῆς μοναρχίας εἰς τὴν Ἰσπανίαν, ἡ ὁποία θὰ στηρίζεται εἰς τὰς παραδόσεις τῆς χώρας. Ὁ πρίγκηψ Χουὰν Κάρλος θεωρεῖται ὡς ὁ ἐπικρατέστερος μνηστὴρ τοῦ θρόνου. Κατὰ τὰς ἐκδηλώσεις ἐπὶ τῇ ἐπετείῳ τῆς ἀνόδου τῆς Φάλαγγος εἰς τὴν ἐξουσίαν, ὁ στρατηγὸς ἀνεφέρθη εἰς τὴν διαδοχήν. ΓΕΝΕΥΗ, 1. (Ρώυτερ).— Ὁ διάδοχος τοῦ θρόνου ὑπέβαλε διάβημα πρὸς τὸν Φράνκο. — [608, 317, 850, 487]
deck: Ἀπερρίφθη ὑπὸ τοῦ Ἰνονοῦ — [1052, 198, 1469, 229]
subhead: Η ΕΠΕΤΕΙΟΣ ΤΗΣ ΕΟΚΑ — [1388, 563, 1500, 575]
subhead: Η ΕΘΝΙΚΙΣΤΙΚΗ ΚΙΝΑ — [63, 1111, 162, 1123]
headline: ΟΡΙΣΤΙΚΟΠΟΙΟΥΝΤΑΙ ΜΕΧΡΙ 15ης ΙΟΥΝΙΟΥ — [624, 966, 959, 982]
deck: ΔΡΙΜΥΤΑΤΑ ΣΧΟΛΙΑ ΤΗΣ ΜΟΣΧΑΣ — [134, 1549, 480, 1574]
column-rule — [21, 1293, 592, 1294]
article-latin-monarchy — [608, 50, 976, 594]
subhead: ΑΠΑΝΤΑ Ο ΓΑΡΟΥΦΑΛΙΑΣ — [1200, 1702, 1321, 1713]
headline: ΤΑ ΕΝ ΚΥΠΡΩ ΣΤΡΑΤΕΥΜΑΤΑ ΤΗΣ — [999, 153, 1521, 193]
paragraph: ΜΠΡΑΖΙΛΙΑ, 1. (Ἀσσ. Πρές).— Ὁ πρόεδρος Γκουλὰρτ ἐδήλωσεν ὅτι παραμένει εἰς τὴν πρωτεύουσαν διὰ νὰ συνεχίσῃ τὸν ἀγῶνα του ἐναντίον τῶν στασιαστῶν στρατιωτικῶν. Ἐπίσημος ἀνακοίνωσις ἀναφέρει ὅτι ὁ πρόεδρος δὲν παρῃτήθη. Ἡ τρίτη στρατιὰ ἡ ὁποία ἑδρεύει εἰς τὸ Πόρτο Ἀλέγκρε παραμένει πιστὴ εἰς τὴν κυβέρνησιν. Εἰς τὸ Ρίο ντὲ Τζανέιρο αἱ στρατιωτικαὶ δυνάμεις κατέλαβον τὰ κυβερνητικὰ κτίρια. ΜΟΣΧΑ, 1. (Ρώυτερ).— Ἡ σοβιετικὴ ἐφημερὶς «Πράβδα» σχολιάζει δριμύτατα τὰ γεγονότα εἰς τὴν Βραζιλίαν. ΡΙΟ ΝΤΕ ΤΖΑΝΕΙΡΟ, 1.— Ἐκηρύχθη γενικὴ ἀπεργία εἰς ὡρισμένας πόλεις. — [215, 1585, 399, 1794]
subhead: Η ΠΕΡΙΘΑΛΨΙΣ — [757, 1607, 827, 1618]
paragraph: ΑΓΚΥΡΑ, 1. (Ἀσσ. Πρές).— Ἡ τουρκικὴ κυβέρνησις ἀρνεῖται νὰ περιορίσῃ εἰς τοὺς στρατῶνας των τὰ ἐν Κύπρῳ στρατεύματά της. Ὁ πρωθυπουργὸς κ. Ἰνονοῦ ἀπέρριψε τὴν αἴτησιν τοῦ Ἀρχιεπισκόπου Μακαρίου. Ἡ Ἑλλὰς ἐδέχθη τὴν ἔκκλησιν τοῦ Γενικοῦ Γραμματέως τοῦ ΟΗΕ ἀλλὰ ἡ ἄρνησις τῶν Τούρκων δημιουργεῖ κίνδυνον σοβαρωτάτων περιπλοκῶν. ΛΕΥΚΩΣΙΑ, 1.— Ἡ διεθνὴς δύναμις τοῦ ΟΗΕ ἀνέλαβε τὰ καθήκοντά της. Ἡ ἐπέτειος τῆς ΕΟΚΑ ἑωρτάσθη μετ' ἐκδηλώσεων εἰς ὅλην τὴν νῆσον. ΛΕΜΕΣΟΣ, 1.— Ἑλληνικὴ σημαία ὑψώθη ἐπὶ τῶν δημοσίων κτιρίων. ΓΕΝΕΥΗ, 1.— Ἡ τουρκοκυπριακὴ ἀντιπροσωπεία ἔφθασεν εἰς Γενεύην. — [1174, 354, 1530, 629]
headline: ΣΕΙΣΜΟΙ ΕΙΣ ΗΝΩΜ. ΠΟΛΙΤΕΙΑΣ ΚΑΙ ΠΕΡΣΙΑΝ — [614, 1469, 970, 1486]
paragraph: Ὁ ὑπουργὸς Ἐθνικῆς Ἀμύνης κ. Γαρουφαλιὰς ἐτόνισεν εἰς τὴν Βουλὴν ὅτι ἡ περικοπὴ τῶν ἀμυντικῶν δαπανῶν δὲν θίγει τὴν στρατιωτικήν μας ἰσχύν. Ὁ ὑπουργὸς ἀνέπτυξε τὸ πρόγραμμα τῆς κυβερνήσεως διὰ τὰς ἐνόπλους δυνάμεις καὶ ἀνέφερεν ὅτι αἱ οἰκονομίαι θὰ γίνουν εἰς τὰς διοικητικὰς δαπάνας. Ὁ βουλευτὴς κ. Φροντιστὴς διετύπωσεν ἐμμέσως ἀπειλήν, ἡ ὁποία προεκάλεσεν ἐντόνους διαμαρτυρίας τῶν βουλευτῶν τῆς πλειοψηφίας. Ἡ συζήτησις ἐπὶ τοῦ προϋπολογισμοῦ θὰ συνεχισθῇ αὔριον. Κατὰ τὴν συζήτησιν ἀνεφέρθη καὶ τὸ θέμα τῶν ἐπαρχιακῶν βιοτεχνιῶν καὶ τῆς δημιουργίας κινήτρων διὰ τὴν ἀνάπτυξιν τῆς περιφερείας. — [1174, 1484, 1347, 1697]
subhead: ΤΟ ΘΕΜΑ ΤΟΥ ΙΣΡΑΗΛ — [255, 1111, 359, 1123]
paragraph: ΑΓΚΟΡΑΤΖ, 1. (Ρώυτερ).— Νέαι σεισμικαὶ δονήσεις ἐσημειώθησαν εἰς τὴν Ἀλάσκαν, ὅπου ἡ καταστροφὴ ὑπῆρξε μεγάλη. Αἱ ἀρχαὶ ἀνεκοίνωσαν ὅτι ὁ ἀριθμὸς τῶν θυμάτων ἀνέρχεται εἰς ἑκατοντάδας. ΤΕΧΕΡΑΝΗ, 1.— Ἰσχυρὸς σεισμὸς ἐσημειώθη εἰς τὴν βόρειον Περσίαν. ΜΟΣΧΑ, 1.— Ὁ κ. Κρούστσεφ ἀπηύθυνε μήνυμα συμπαθείας πρὸς τὸν πρόεδρον Τζόνσον διὰ τὰ θύματα τῆς Ἀλάσκας. ΟΥΑΣΙΓΚΤΩΝ, 1.— Ἡ περίθαλψις τῶν σεισμοπλήκτων συνεχίζεται. — [608, 1514, 850, 1688]
article-body — [608, 1050, 976, 1253]
byline: ΧΕΝΡΥ ΜΠΑΚΛΕΥ — [749, 382, 835, 394]
deck: Η ΕΛΛΑΣ ΕΔΕΧΘΗ ΤΗΝ ΕΚΚΛΗΣΙΝ ΑΛΛΑ — [1048, 268, 1473, 293]
subhead: ΑΙ ΕΠΑΡΧΙΑΚΑΙ ΒΙΟΤΕΧΝΙΑΙ — [1012, 1772, 1142, 1784]
headline: Ἀπομάκρυναν ἀπὸ τὴν διάσκεψιν τῆς Γενεύης — [32, 706, 582, 735]
headline: ΕΙΣ ΑΠΑΝΤΑ ΤΑ ΧΩΡΙΑ ΤΗΣ ΠΕΡΙΟΧΗΣ ΔΡΑΜΑΣ — [626, 1792, 957, 1808]
article-bennestrom — [608, 2003, 976, 2298]
deck: ἡ ὁποία προεκάλεσεν ἐντόνους διαμαρτυρίας — [1077, 1266, 1444, 1287]
subhead: ΗΡΑΣΣΑΝ ΣΥΛΛΗΨΕΙΣ — [61, 1799, 165, 1811]
article-elections — [608, 958, 976, 1252]
subhead: ΚΡΟΥΣΤΣΕΦ ΚΑΙ ΔΙΕΘΝΕΙΣ — [438, 282, 564, 292]
headline: ΘΑ ΕΧΟΥΝ ΣΥΝΟΜΙΛΙΑΣ ΜΕΤΑ ΤΟΥ ΥΠΟΥΡΓΟΥ ΑΜΥΝΗΣ — [610, 651, 974, 667]
paragraph: ΑΘΗΝΑΙ, 1.— Ἡ διαγραφὴ τῶν πολλαπλῶς ἐγγεγραμμένων εἰς τοὺς ἐκλογικοὺς καταλόγους θὰ συντελεσθῇ μέχρι τῆς 15ης Ἰουνίου. Μέχρι τῆς ἡμερομηνίας αὐτῆς θὰ ὁριστικοποιηθοῦν ἅπαντες οἱ ἁπλοῖ ἐκλογικοὶ κατάλογοι τοῦ Κράτους. Αἱ ἐπιτροπαὶ ἀναθεωρήσεως θὰ συνέλθουν εἰς τὰς ἕδρας τῶν νομῶν. — [734, 1050, 850, 1201]
paragraph: ΓΕΝΕΥΗ, 1. (Ἀσσ. Πρές).— Ἐνώπιον τῆς Διασκέψεως τῶν Ἡνωμένων Ἐθνῶν διὰ τὸ ἐμπόριον καὶ τὴν ἀνάπτυξιν, αἱ χῶραι τοῦ ἀνατολικοῦ μπλὸκ καὶ ὡρισμέναι ἀφρικανικαὶ χῶραι ὑπέβαλον γραπτῶς αἴτημα διὰ τὴν ἀπομάκρυνσιν τῶν ἀντιπροσωπειῶν τῆς Νοτίου Ἀφρικῆς καὶ τῆς Πορτογαλίας. Ὅταν ἀνῆλθεν εἰς τὸ βῆμα ὁ ἀντιπρόσωπος τῆς ἐθνικιστικῆς Κίνας, αἱ ἀντιπροσωπεῖαι τῶν κομμουνιστικῶν χωρῶν ἀπεχώρησαν ἐκ τῆς αἰθούσης. Ἡ Τανγκανίκα ὑπέβαλε πρότασιν ὅπως ἡ διάσκεψις ἐξετάσῃ τὸ ζήτημα τῆς φυλετικῆς διακρίσεως. ΙΕΡΟΥΣΑΛΗΜ, 1. (Ρώυτερ).— Ἡ ἰσραηλινὴ ἀντιπροσωπεία διεμαρτυρήθη διὰ τὴν στάσιν τῶν ἀραβικῶν χωρῶν. — [410, 885, 592, 1106]
paragraph: ΑΓΚΥΡΑ, 1. (Ἀσσ. Πρές).— Ἡ τουρκικὴ κυβέρνησις ἀρνεῖται νὰ περιορίσῃ εἰς τοὺς στρατῶνας των τὰ ἐν Κύπρῳ στρατεύματά της. Ὁ πρωθυπουργὸς κ. Ἰνονοῦ ἀπέρριψε τὴν αἴτησιν τοῦ Ἀρχιεπισκόπου Μακαρίου. Ἡ Ἑλλὰς ἐδέχθη τὴν ἔκκλησιν τοῦ Γενικοῦ Γραμματέως τοῦ ΟΗΕ ἀλλὰ ἡ ἄρνησις τῶν Τούρκων δημιουργεῖ κίνδυνον σοβαρωτάτων περιπλοκῶν. ΛΕΥΚΩΣΙΑ, 1.— Ἡ διεθνὴς δύναμις τοῦ ΟΗΕ ἀνέλαβε τὰ καθήκοντά της. Ἡ ἐπέτειος τῆς ΕΟΚΑ ἑωρτάσθη μετ' ἐκδηλώσεων εἰς ὅλην τὴν νῆσον. ΛΕΜΕΣΟΣ, 1.— Ἑλληνικὴ σημαία ὑψώθη ἐπὶ τῶν δημοσίων κτιρίων. ΓΕΝΕΥΗ, 1.— Ἡ τουρκοκυπριακὴ ἀντιπροσωπεία ἔφθασεν εἰς Γενεύην. — [991, 354, 1164, 580]
